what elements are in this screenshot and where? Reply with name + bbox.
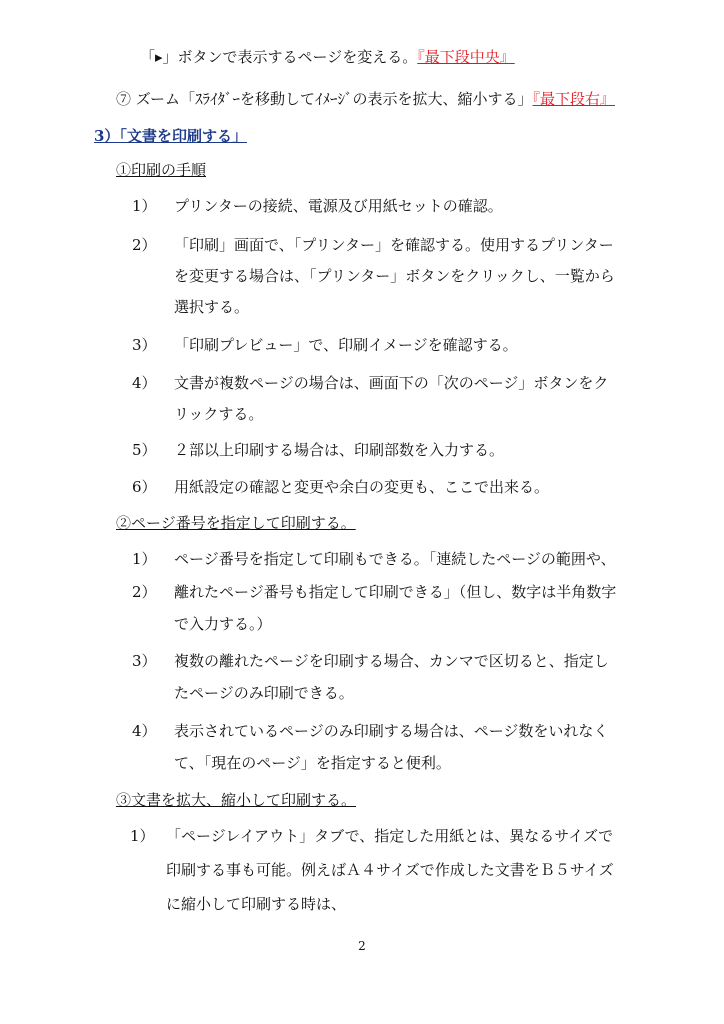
list-item: 「印刷」画面で、「プリンター」を確認する。使用するプリンター bbox=[174, 236, 614, 254]
item-number: 3） bbox=[132, 336, 157, 354]
item-number: 2） bbox=[132, 236, 157, 254]
list-item: ２部以上印刷する場合は、印刷部数を入力する。 bbox=[174, 441, 505, 459]
page-number: 2 bbox=[358, 939, 366, 953]
item-number: 1） bbox=[132, 550, 157, 568]
list-item: たページのみ印刷できる。 bbox=[174, 684, 354, 702]
list-item: プリンターの接続、電源及び用紙セットの確認。 bbox=[174, 197, 503, 215]
list-item: 文書が複数ページの場合は、画面下の「次のページ」ボタンをク bbox=[174, 374, 609, 392]
list-item: 表示されているページのみ印刷する場合は、ページ数をいれなく bbox=[174, 722, 609, 740]
section-heading: 3）「文書を印刷する」 bbox=[94, 127, 247, 145]
item-number: 1） bbox=[132, 197, 157, 215]
item-number: 1） bbox=[130, 827, 155, 845]
list-item: ページ番号を指定して印刷もできる。「連続したページの範囲や、 bbox=[174, 550, 616, 568]
list-item: 複数の離れたページを印刷する場合、カンマで区切ると、指定し bbox=[174, 652, 609, 670]
list-item: 用紙設定の確認と変更や余白の変更も、ここで出来る。 bbox=[174, 478, 550, 496]
subsection-heading: ②ページ番号を指定して印刷する。 bbox=[116, 514, 356, 532]
text-line bbox=[140, 47, 515, 67]
subsection-heading: ①印刷の手順 bbox=[116, 161, 207, 179]
list-item: 離れたページ番号も指定して印刷できる」（但し、数字は半角数字 bbox=[174, 583, 617, 601]
list-item: 「ページレイアウト」タブで、指定した用紙とは、異なるサイズで bbox=[166, 827, 614, 845]
list-item: リックする。 bbox=[174, 405, 264, 423]
list-item: 「印刷プレビュー」で、印刷イメージを確認する。 bbox=[174, 336, 518, 354]
item-number: 4） bbox=[132, 374, 157, 392]
list-item: 印刷する事も可能。例えばＡ４サイズで作成した文書をＢ５サイズ bbox=[166, 861, 614, 879]
item-number: 3） bbox=[132, 652, 157, 670]
list-item: て、「現在のページ」を指定すると便利。 bbox=[174, 754, 451, 772]
list-item: で入力する。） bbox=[174, 615, 272, 633]
item-number: 5） bbox=[132, 441, 157, 459]
list-item: に縮小して印刷する時は、 bbox=[166, 895, 347, 913]
item-number: 6） bbox=[132, 478, 157, 496]
red-note: 『最下段中央』 bbox=[417, 48, 515, 66]
body-text: ⑦ ズーム「ｽﾗｲﾀﾞｰを移動してｲﾒｰｼﾞの表示を拡大、縮小する」 bbox=[116, 90, 533, 108]
subsection-heading: ③文書を拡大、縮小して印刷する。 bbox=[116, 791, 357, 809]
item-number: 4） bbox=[132, 722, 157, 740]
list-item: を変更する場合は、「プリンター」ボタンをクリックし、一覧から bbox=[174, 267, 615, 285]
red-note: 『最下段右』 bbox=[532, 90, 616, 108]
item-number: 2） bbox=[132, 583, 157, 601]
body-text: 「▸」ボタンで表示するページを変える。 bbox=[140, 48, 418, 66]
text-line bbox=[116, 89, 615, 109]
list-item: 選択する。 bbox=[174, 298, 250, 316]
